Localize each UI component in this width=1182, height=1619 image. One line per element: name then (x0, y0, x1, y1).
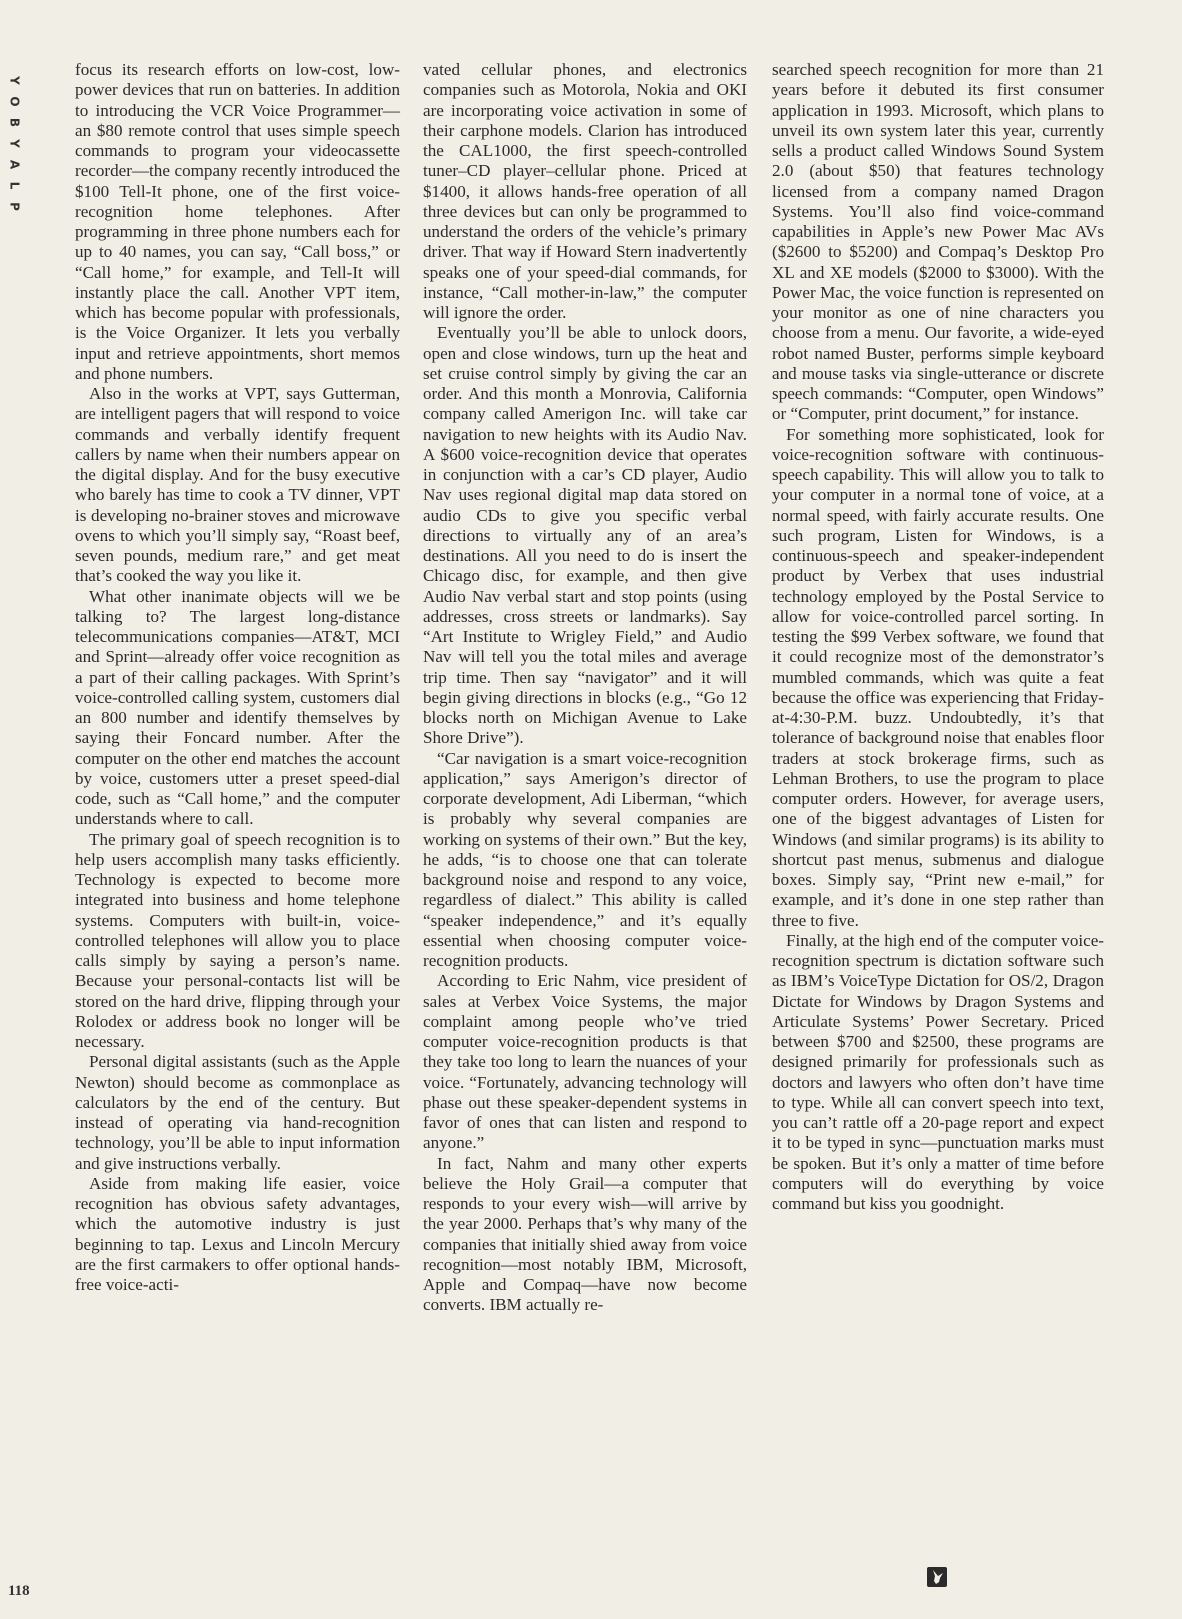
text-column-1 (75, 60, 400, 1295)
paragraph: focus its research efforts on low-cost, low-power devices that run on batteries. In addition to introducing the VCR Voice Programmer—an $80 remote control that uses simple speech commands to program your videocassette recorder—the company recently introduced the $100 Tell-It phone, one of the first voice-recognition home telephones. After programming in three phone numbers each for up to 40 names, you can say, “Call boss,” or “Call home,” for example, and Tell-It will instantly place the call. Another VPT item, which has become popular with professionals, is the Voice Organizer. It lets you verbally input and retrieve appointments, short memos and phone numbers. (75, 60, 400, 383)
paragraph: Personal digital assistants (such as the Apple Newton) should become as commonplace as calculators by the end of the century. But instead of operating via hand-recognition technology, you’ll be able to input information and give instructions verbally. (75, 1052, 400, 1173)
masthead-letter: L (7, 181, 22, 190)
paragraph: Aside from making life easier, voice recognition has obvious safety advantages, which the automotive industry is just beginning to tap. Lexus and Lincoln Mercury are the first carmakers to offer optional hands-free voice-acti- (75, 1173, 400, 1294)
paragraph: What other inanimate objects will we be talking to? The largest long-distance telecommunications companies—AT&T, MCI and Sprint—already offer voice recognition as a part of their calling packages. With Sprint’s voice-controlled calling system, customers dial an 800 number and identify themselves by saying their Foncard number. After the computer on the other end matches the account by voice, customers utter a preset speed-dial code, such as “Call home,” and the computer understands where to call. (75, 586, 400, 829)
masthead-letter: O (7, 96, 22, 107)
paragraph: “Car navigation is a smart voice-recognition application,” says Amerigon’s director of corporate development, Adi Liberman, “which is probably why several companies are working on systems of their own.” But the key, he adds, “is to choose one that can tolerate background noise and respond to any voice, regardless of dialect.” This ability is called “speaker independence,” and it’s equally essential when choosing computer voice-recognition products. (423, 748, 747, 970)
paragraph: The primary goal of speech recognition is to help users accomplish many tasks efficiently. Technology is expected to become more integrated into business and home telephone systems. Computers with built-in, voice-controlled telephones will allow you to place calls simply by saying a person’s name. Because your personal-contacts list will be stored on the hard drive, flipping through your Rolodex or address book no longer will be necessary. (75, 829, 400, 1051)
paragraph: searched speech recognition for more than 21 years before it debuted its first consumer application in 1993. Microsoft, which plans to unveil its own system later this year, currently sells a product called Windows Sound System 2.0 (about $50) that features technology licensed from a company named Dragon Systems. You’ll also find voice-command capabilities in Apple’s new Power Mac AVs ($2600 to $5200) and Compaq’s Desktop Pro XL and XE models ($2000 to $3000). With the Power Mac, the voice function is represented on your monitor as one of nine characters you choose from a menu. Our favorite, a wide-eyed robot named Buster, performs simple keyboard and mouse tasks via single-utterance or discrete speech commands: “Computer, open Windows” or “Computer, print document,” for instance. (772, 60, 1104, 424)
paragraph: Eventually you’ll be able to unlock doors, open and close windows, turn up the heat and set cruise control simply by giving the car an order. And this month a Monrovia, California company called Amerigon Inc. will take car navigation to new heights with its Audio Nav. A $600 voice-recognition device that operates in conjunction with a car’s CD player, Audio Nav uses regional digital map data stored on audio CDs to give you specific verbal directions to virtually any of an area’s destinations. All you need to do is insert the Chicago disc, for example, and then give Audio Nav verbal start and stop points (using addresses, cross streets or landmarks). Say “Art Institute to Wrigley Field,” and Audio Nav will tell you the total miles and average trip time. Then say “navigator” and it will begin giving directions in blocks (e.g., “Go 12 blocks north on Michigan Avenue to Lake Shore Drive”). (423, 323, 747, 748)
paragraph: Finally, at the high end of the computer voice-recognition spectrum is dictation software such as IBM’s VoiceType Dictation for OS/2, Dragon Dictate for Windows by Dragon Systems and Articulate Systems’ Power Secretary. Priced between $700 and $2500, these programs are designed primarily for professionals such as doctors and lawyers who often don’t have time to type. While all can convert speech into text, you can’t rattle off a 20-page report and expect it to be typed in sync—punctuation marks must be spoken. But it’s only a matter of time before computers will do everything by voice command but kiss you goodnight. (772, 930, 1104, 1213)
paragraph: Also in the works at VPT, says Gutterman, are intelligent pagers that will respond to voice commands and verbally identify frequent callers by name when their numbers appear on the digital display. And for the busy executive who barely has time to cook a TV dinner, VPT is developing no-brainer stoves and microwave ovens to which you’ll simply say, “Roast beef, seven pounds, medium rare,” and get meat that’s cooked the way you like it. (75, 384, 400, 586)
paragraph: vated cellular phones, and electronics companies such as Motorola, Nokia and OKI are incorporating voice activation in some of their carphone models. Clarion has introduced the CAL1000, the first speech-controlled tuner–CD player–cellular phone. Priced at $1400, it allows hands-free operation of all three devices but can only be programmed to understand the orders of the vehicle’s primary driver. That way if Howard Stern inadvertently speaks one of your speed-dial commands, for instance, “Call mother-in-law,” the computer will ignore the order. (423, 60, 747, 322)
text-column-3 (772, 60, 1104, 1214)
masthead-letter: A (7, 159, 22, 170)
text-column-2 (423, 60, 747, 1316)
masthead-letter: Y (7, 139, 22, 148)
page-number: 118 (8, 1583, 30, 1599)
magazine-masthead (2, 70, 26, 217)
paragraph: For something more sophisticated, look for voice-recognition software with continuous-speech capability. This will allow you to talk to your computer in a normal tone of voice, at a normal speed, with fairly accurate results. One such program, Listen for Windows, is a continuous-speech and speaker-independent product by Verbex that uses industrial technology employed by the Postal Service to allow for voice-controlled parcel sorting. In testing the $99 Verbex software, we found that it could recognize most of the demonstrator’s mumbled commands, which was quite a feat because the office was experiencing that Friday-at-4:30-P.M. buzz. Undoubtedly, it’s that tolerance of background noise that enables floor traders at stock brokerage firms, such as Lehman Brothers, to use the program to place computer orders. However, for average users, one of the biggest advantages of Listen for Windows (and similar programs) is its ability to shortcut past menus, submenus and dialogue boxes. Simply say, “Print new e-mail,” for example, and it’s done in one step rather than three to five. (772, 424, 1104, 930)
rabbit-head-end-mark-icon (927, 1567, 947, 1587)
masthead-letter: B (7, 117, 22, 128)
masthead-letter: P (7, 202, 22, 211)
paragraph: According to Eric Nahm, vice president of sales at Verbex Voice Systems, the major complaint among people who’ve tried computer voice-recognition products is that they take too long to learn the nuances of your voice. “Fortunately, advancing technology will phase out these speaker-dependent systems in favor of ones that can listen and respond to anyone.” (423, 971, 747, 1153)
paragraph: In fact, Nahm and many other experts believe the Holy Grail—a computer that responds to your every wish—will arrive by the year 2000. Perhaps that’s why many of the companies that initially shied away from voice recognition—most notably IBM, Microsoft, Apple and Compaq—have now become converts. IBM actually re- (423, 1153, 747, 1315)
masthead-letter: Y (7, 76, 22, 85)
